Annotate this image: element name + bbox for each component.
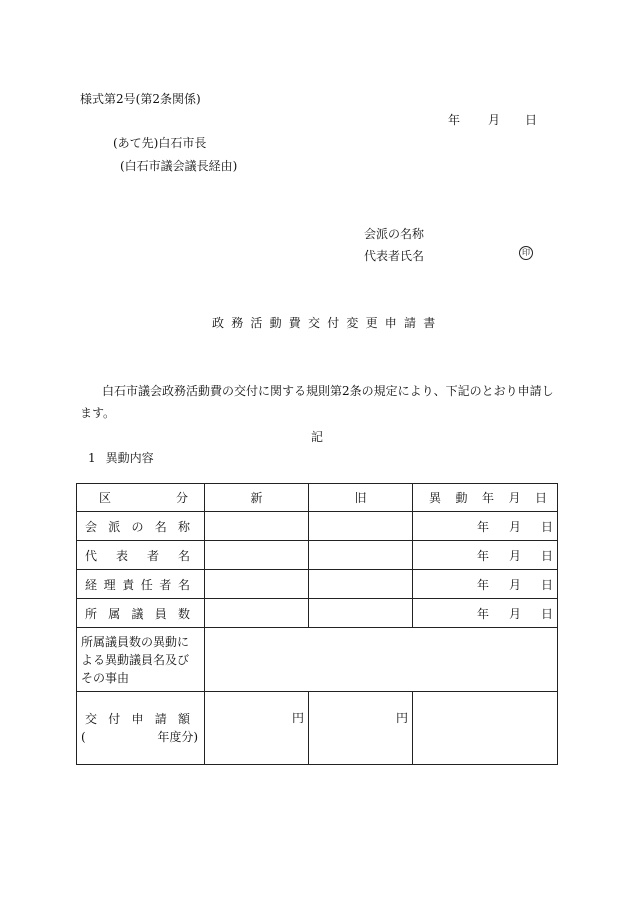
member-change-reason-cell[interactable]	[205, 628, 558, 692]
yen-unit: 円	[291, 711, 304, 725]
table-row	[77, 599, 558, 628]
body-text: 白石市議会政務活動費の交付に関する規則第2条の規定により、下記のとおり申請します。	[80, 384, 554, 420]
seal-mark: 印	[519, 246, 533, 260]
change-table	[76, 483, 558, 765]
row-label-member-count: 所 属 議 員 数	[77, 599, 205, 628]
table-row	[77, 512, 558, 541]
fiscal-year-open: (	[81, 730, 86, 744]
header-old: 旧	[309, 484, 413, 512]
change-date-cell[interactable]: 年 月 日	[413, 541, 558, 570]
new-member-count-cell[interactable]	[205, 599, 309, 628]
table-row	[77, 692, 558, 765]
header-new: 新	[205, 484, 309, 512]
date-month: 月	[488, 113, 501, 127]
form-number: 様式第2号(第2条関係)	[80, 92, 201, 106]
amount-date-cell[interactable]	[413, 692, 558, 765]
table-row	[77, 570, 558, 599]
old-representative-cell[interactable]	[309, 541, 413, 570]
old-amount-cell[interactable]	[309, 692, 413, 765]
table-row	[77, 628, 558, 692]
old-member-count-cell[interactable]	[309, 599, 413, 628]
addressee: (あて先)白石市長	[113, 136, 207, 150]
header-category: 区 分	[77, 484, 205, 512]
header-change-date: 異 動 年 月 日	[413, 484, 558, 512]
row-label-accounting-officer: 経 理 責 任 者 名	[77, 570, 205, 599]
row-label-requested-amount: 交 付 申 請 額 ( 年度分)	[77, 692, 205, 765]
ki-marker: 記	[311, 430, 324, 444]
representative-name-label: 代表者氏名	[364, 249, 425, 263]
new-accounting-officer-cell[interactable]	[205, 570, 309, 599]
document-title: 政務活動費交付変更申請書	[212, 316, 443, 330]
row-label-representative: 代 表 者 名	[77, 541, 205, 570]
yen-unit: 円	[395, 711, 408, 725]
fiscal-year-suffix: 年度分)	[157, 730, 198, 744]
change-date-cell[interactable]: 年 月 日	[413, 599, 558, 628]
row-label-member-change-reason: 所属議員数の異動による異動議員名及びその事由	[77, 628, 205, 692]
row-label-faction-name: 会 派 の 名 称	[77, 512, 205, 541]
new-faction-name-cell[interactable]	[205, 512, 309, 541]
new-amount-cell[interactable]	[205, 692, 309, 765]
section-heading	[88, 449, 154, 466]
section-number: 1	[88, 451, 96, 465]
old-accounting-officer-cell[interactable]	[309, 570, 413, 599]
application-date	[448, 111, 537, 128]
new-representative-cell[interactable]	[205, 541, 309, 570]
section-label: 異動内容	[105, 451, 154, 465]
date-day: 日	[525, 113, 538, 127]
via-chairman: (白石市議会議長経由)	[120, 159, 238, 173]
faction-name-label: 会派の名称	[364, 227, 425, 241]
date-year: 年	[448, 113, 461, 127]
change-date-cell[interactable]: 年 月 日	[413, 512, 558, 541]
table-header-row	[77, 484, 558, 512]
change-date-cell[interactable]: 年 月 日	[413, 570, 558, 599]
table-row	[77, 541, 558, 570]
old-faction-name-cell[interactable]	[309, 512, 413, 541]
